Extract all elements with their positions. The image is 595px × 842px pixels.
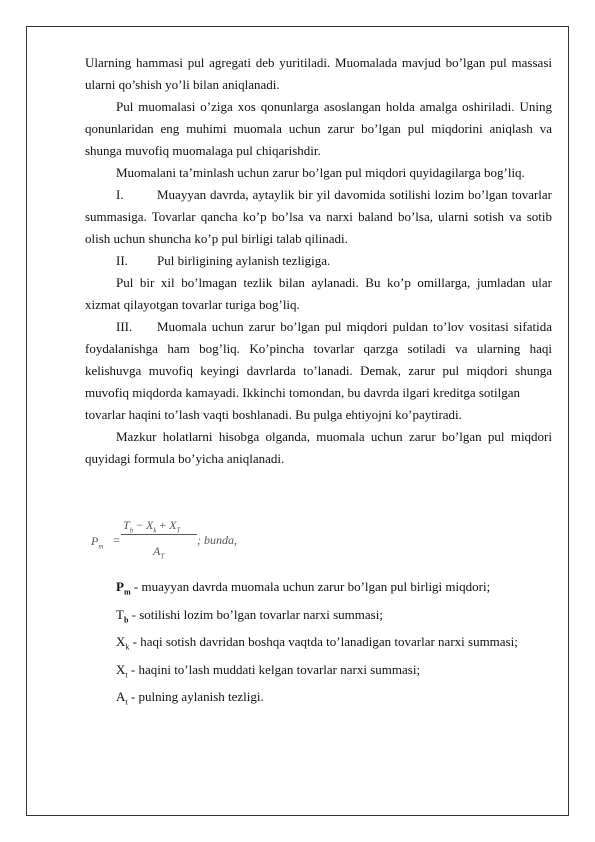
paragraph-credit-sales: foydalanishga ham bog’liq. Ko’pincha tovarlar qarzga sotiladi va ularning haqi kelishuvga muvofiq keyingi davrlarda to’lanadi. Demak, zarur pul miqdori shunga muvofiq miqdorda kamayadi. Ikkinchi tomondan, bu davrda ilgari kreditga sotilgan — [85, 341, 552, 400]
paragraph-money-circulation-laws: Pul muomalasi o’ziga xos qonunlarga asoslangan holda amalga oshiriladi. Uning qonunlaridan eng muhimi muomala uchun zarur bo’lgan pul miqdorini aniqlash va shunga muvofiq muomalaga pul chiqarishdir. — [85, 99, 552, 158]
paragraph-payment-time: tovarlar haqini to’lash vaqti boshlanadi. Bu pulga ehtiyojni ko’paytiradi. — [85, 407, 462, 422]
formula-legend — [85, 576, 552, 714]
legend-item: $A_t$ - pulning aylanish tezligi. — [116, 689, 264, 707]
formula-lhs: $P_m$ — [91, 534, 104, 551]
list-item-1-text: Muayyan davrda, aytaylik bir yil davomida sotilishi lozim bo’lgan tovarlar summasiga. Tovarlar qancha ko’p bo’lsa va narxi baland bo’lsa, ularni sotish va sotib olish uchun shuncha ko’p pul birligi talab qilinadi. — [85, 187, 552, 246]
paragraph-velocity: Pul bir xil bo’lmagan tezlik bilan aylanadi. Bu ko’p omillarga, jumladan ular xizmat qilayotgan tovarlar turiga bog’liq. — [85, 275, 552, 312]
list-item-1-number: I. — [116, 187, 124, 202]
paragraph-money-aggregate: Ularning hammasi pul agregati deb yuritiladi. Muomalada mavjud bo’lgan pul massasi ularni qo’shish yo’li bilan aniqlanadi. — [85, 55, 552, 92]
list-item-2-number: II. — [116, 253, 128, 268]
list-item-1 — [85, 184, 552, 250]
formula-tail: ; bunda, — [197, 533, 237, 547]
legend-item: $X_k$ - haqi sotish davridan boshqa vaqtda to’lanadigan tovarlar narxi summasi; — [116, 634, 518, 652]
list-item-3-text: Muomala uchun zarur bo’lgan pul miqdori puldan to’lov vositasi sifatida — [157, 319, 552, 334]
paragraph-formula-intro: Mazkur holatlarni hisobga olganda, muomala uchun zarur bo’lgan pul miqdori quyidagi formula bo’yicha aniqlanadi. — [85, 429, 552, 466]
legend-item: $T_b$ - sotilishi lozim bo’lgan tovarlar narxi summasi; — [116, 606, 383, 625]
legend-item: $X_t$ - haqini to’lash muddati kelgan tovarlar narxi summasi; — [116, 661, 421, 680]
document-body — [85, 52, 552, 714]
formula-numerator: $T_b - X_k + X_T$ — [123, 518, 181, 535]
list-item-3-number: III. — [116, 319, 133, 334]
money-supply-formula — [85, 478, 552, 576]
list-item-3 — [85, 316, 552, 338]
legend-item: $P_m$ - muayyan davrda muomala uchun zarur bo’lgan pul birligi miqdori; — [116, 579, 491, 597]
formula-fraction-bar — [121, 534, 197, 535]
list-item-2-text: Pul birligining aylanish tezligiga. — [157, 253, 331, 268]
paragraph-dependencies-intro: Muomalani ta’minlash uchun zarur bo’lgan pul miqdori quyidagilarga bog’liq. — [116, 165, 525, 180]
formula-denominator: $A_T$ — [153, 544, 165, 561]
list-item-2 — [85, 250, 552, 272]
formula-equals: = — [113, 533, 120, 547]
